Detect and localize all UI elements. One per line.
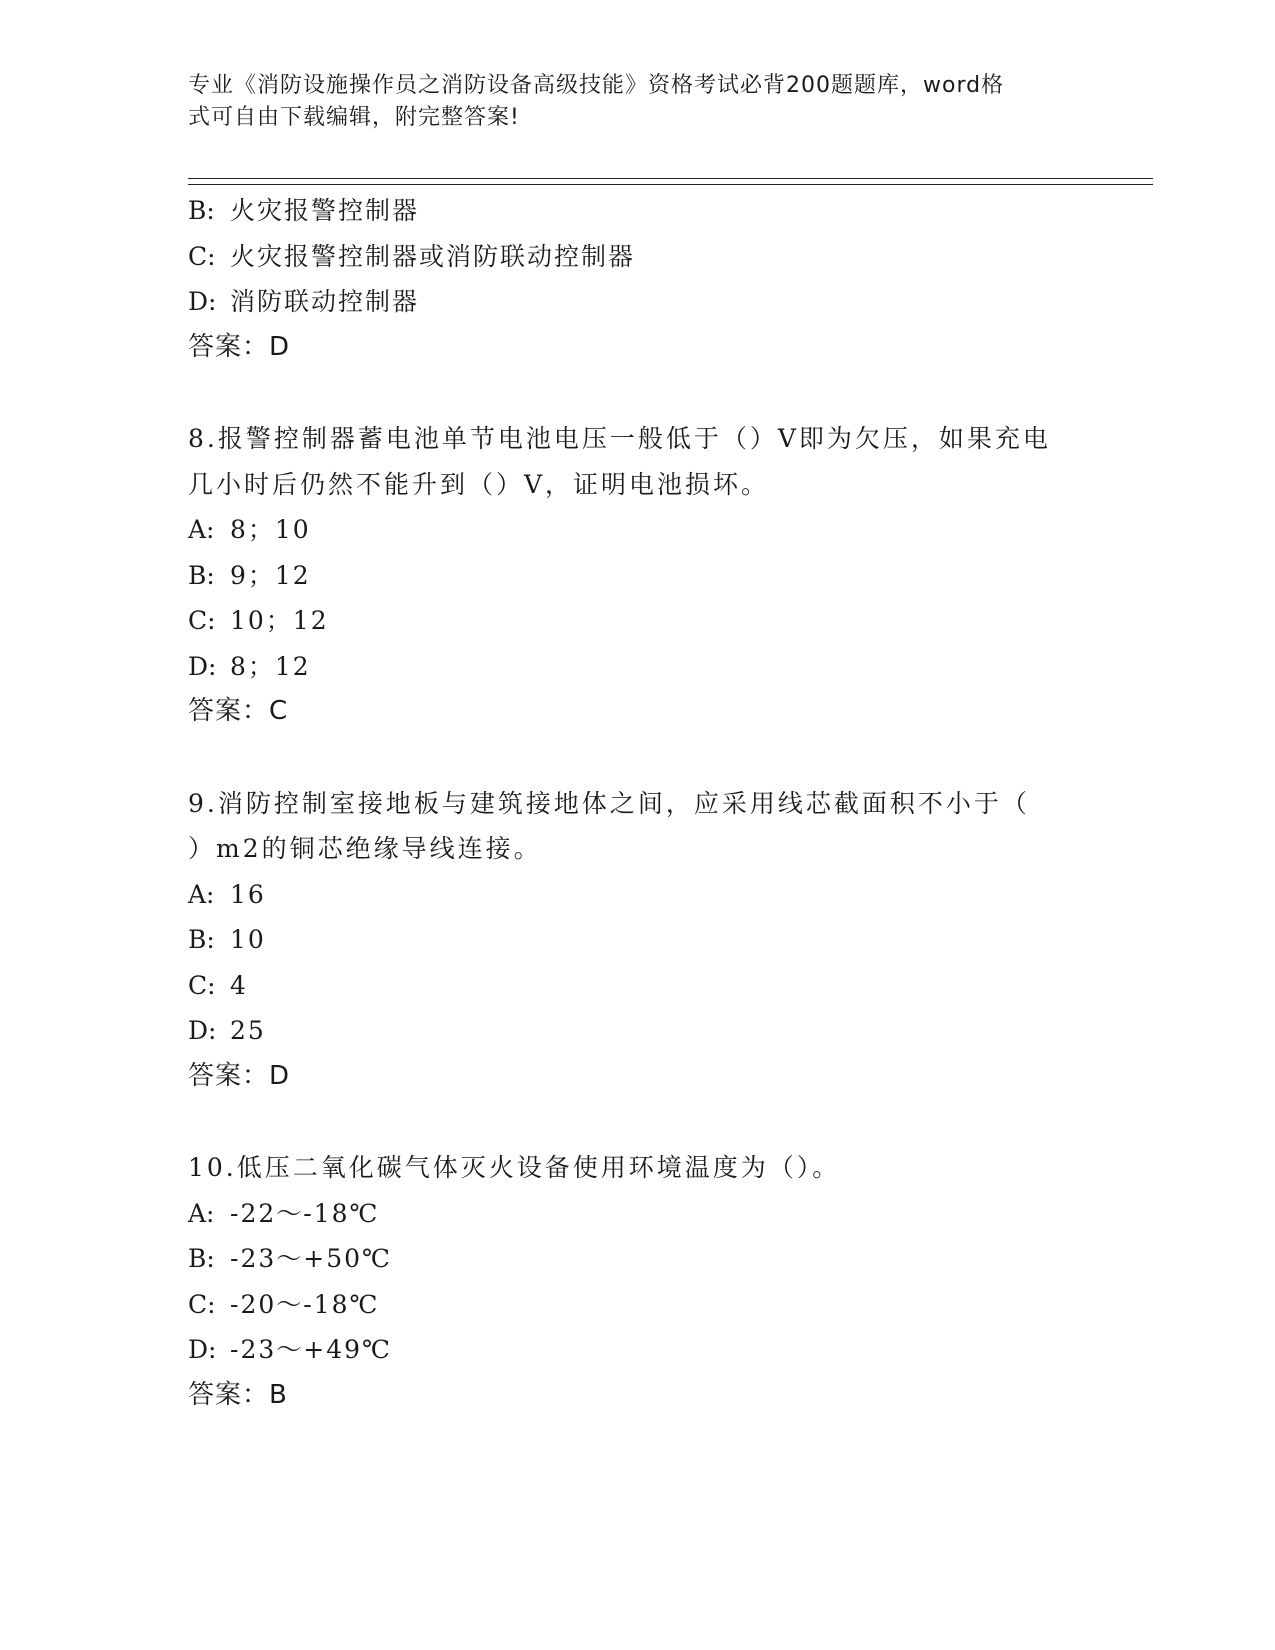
- question-stem-line: 10.低压二氧化碳气体灭火设备使用环境温度为（）。: [188, 1153, 841, 1182]
- option-c: [188, 598, 1088, 644]
- answer-line: 答案：C: [188, 696, 289, 726]
- option-text: 火灾报警控制器或消防联动控制器: [230, 241, 636, 271]
- option-text: 火灾报警控制器: [230, 196, 420, 225]
- option-text: 9；12: [230, 560, 311, 590]
- option-letter: B:: [188, 925, 215, 954]
- question-10: [188, 1145, 1088, 1418]
- option-letter: D:: [188, 287, 217, 316]
- question-8: [188, 416, 1088, 735]
- option-d: [188, 644, 1088, 690]
- question-9: [188, 781, 1088, 1100]
- option-letter: B:: [188, 1244, 215, 1273]
- option-text: 10；12: [230, 606, 329, 635]
- option-text: 25: [230, 1016, 266, 1045]
- question-stem-line: 9.消防控制室接地板与建筑接地体之间，应采用线芯截面积不小于（: [188, 788, 1030, 818]
- option-text: 消防联动控制器: [230, 287, 420, 316]
- option-text: 8；10: [230, 515, 311, 544]
- option-letter: C:: [188, 606, 216, 635]
- option-text: 16: [230, 879, 266, 909]
- option-d: [188, 1008, 1088, 1054]
- option-text: -20～-18℃: [230, 1289, 380, 1319]
- option-letter: A:: [188, 879, 215, 909]
- option-text: 10: [230, 925, 266, 954]
- page-header: [188, 70, 1068, 134]
- option-b: [188, 553, 1088, 599]
- option-d: [188, 1327, 1088, 1373]
- option-a: [188, 507, 1088, 553]
- option-d: [188, 279, 1088, 325]
- question-fragment: [188, 188, 1088, 370]
- option-text: 4: [230, 970, 248, 1000]
- option-text: 8；12: [230, 651, 311, 681]
- option-c: [188, 1282, 1088, 1328]
- answer-line: 答案：D: [188, 1060, 291, 1091]
- question-stem-line: ）m2的铜芯绝缘导线连接。: [188, 834, 542, 863]
- header-line-1: 专业《消防设施操作员之消防设备高级技能》资格考试必背200题题库，word格: [188, 73, 1005, 98]
- option-letter: B:: [188, 196, 215, 225]
- option-c: [188, 963, 1088, 1009]
- option-b: [188, 1236, 1088, 1282]
- question-stem-line: 几小时后仍然不能升到（）V，证明电池损坏。: [188, 469, 770, 499]
- option-letter: C:: [188, 970, 216, 1000]
- header-line-2: 式可自由下载编辑，附完整答案!: [188, 105, 520, 130]
- option-text: -23～+49℃: [230, 1335, 392, 1364]
- option-letter: D:: [188, 651, 217, 681]
- option-text: -23～+50℃: [230, 1244, 392, 1273]
- document-body: [188, 188, 1088, 1418]
- option-letter: C:: [188, 241, 216, 271]
- header-divider: [188, 178, 1153, 185]
- option-b: [188, 188, 1088, 234]
- answer-line: 答案：B: [188, 1379, 288, 1410]
- option-letter: D:: [188, 1016, 217, 1045]
- option-a: [188, 1191, 1088, 1237]
- option-letter: B:: [188, 560, 215, 590]
- option-letter: A:: [188, 515, 215, 544]
- option-b: [188, 917, 1088, 963]
- question-stem-line: 8.报警控制器蓄电池单节电池电压一般低于（）V即为欠压，如果充电: [188, 424, 1051, 453]
- option-letter: D:: [188, 1335, 217, 1364]
- option-text: -22～-18℃: [230, 1198, 380, 1228]
- answer-line: 答案：D: [188, 331, 291, 362]
- option-letter: A:: [188, 1198, 215, 1228]
- option-a: [188, 872, 1088, 918]
- option-c: [188, 234, 1088, 280]
- option-letter: C:: [188, 1289, 216, 1319]
